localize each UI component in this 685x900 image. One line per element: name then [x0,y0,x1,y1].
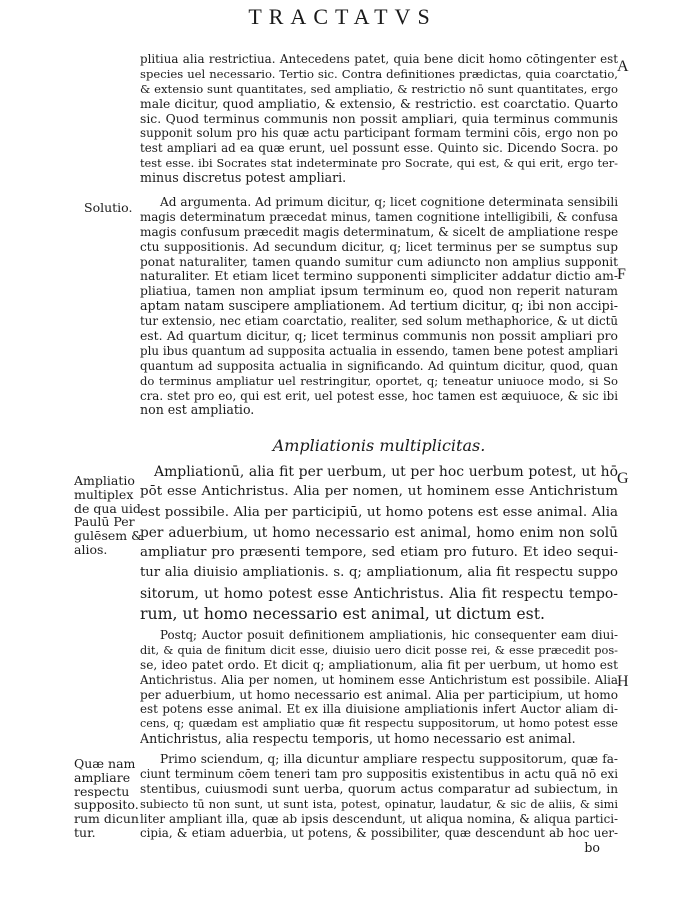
text-line: per aduerbium, ut homo necessario est animal, homo enim non solū [140,524,618,541]
text-line: est possibile. Alia per participiū, ut homo potens est esse animal. Alia [140,504,618,520]
text-line: test ampliari ad ea quæ erunt, uel possunt esse. Quinto sic. Dicendo Socra. po [140,141,618,156]
text-line: & extensio sunt quantitates, sed ampliatio, & restrictio nō sunt quantitates, ergo [140,81,618,96]
running-head: TRACTATVS [248,4,437,29]
side-note-quae-nam [74,757,139,840]
margin-letter-h: H [617,673,629,690]
side-note-line: Solutio. [84,201,133,215]
text-line: Antichristus. Alia per nomen, ut hominem esse Antichristum est possibile. Alia [140,672,618,687]
margin-letter-f: F [617,266,626,283]
text-line: plitiua alia restrictiua. Antecedens patet, quia bene dicit homo cōtingenter est [140,52,618,66]
text-line: supponit solum pro his quæ actu participant formam termini cōis, ergo non po [140,126,618,141]
side-note-line: de qua uid [74,501,141,516]
paragraph-solutio [140,195,618,418]
text-line: ampliatur pro præsenti tempore, sed etiam pro futuro. Et ideo sequi- [140,545,618,561]
side-note-line: Quæ nam [74,757,136,771]
side-note-ampliatio [74,474,142,557]
text-line: Ampliationū, alia fit per uerbum, ut per hoc uerbum potest, ut hō [154,464,618,480]
paragraph-text-auctoris [140,462,618,624]
text-line: sitorum, ut homo potest esse Antichristus. Alia fit respectu tempo- [140,585,618,602]
text-line: magis determinatum præcedat minus, tamen cognitione intelligibili, & confusa [140,209,618,224]
text-line: cra. stet pro eo, qui est erit, uel potest esse, hoc tamen est æquiuoce, & sic ibi [140,388,618,403]
text-line: cens, q; quædam est ampliatio quæ fit respectu suppositorum, ut homo potest esse [140,717,618,731]
text-line: stentibus, cuiusmodi sunt uerba, quorum actus comparatur ad subiectum, in [140,781,618,796]
text-line: aptam natam suscipere ampliationem. Ad tertium dicitur, q; ibi non accipi- [140,299,618,314]
section-subtitle: Ampliationis multiplicitas. [272,436,486,455]
text-line: do terminus ampliatur uel restringitur, oportet, q; teneatur uniuoce modo, si So [140,373,618,388]
text-line: dit, & quia de finitum dicit esse, diuisio uero dicit posse rei, & esse præcedit pos- [140,642,618,657]
text-line: pliatiua, tamen non ampliat ipsum terminum eo, quod non reperit naturam [140,284,618,299]
text-line: Postq; Auctor posuit definitionem ampliationis, hic consequenter eam diui- [160,628,618,642]
side-note-line: respectu [74,784,130,799]
side-note-line: Ampliatio [74,474,135,488]
side-note-line: gulēsem & [74,529,143,543]
text-line: tur alia diuisio ampliationis. s. q; ampliationum, alia fit respectu suppo [140,565,618,581]
text-line: non est ampliatio. [140,403,255,418]
text-line: pōt esse Antichristus. Alia per nomen, ut hominem esse Antichristum [140,484,618,500]
text-line: naturaliter. Et etiam licet termino supponenti simpliciter addatur dictio am- [140,269,618,284]
side-note-line: Paulū Per [74,515,135,530]
side-note-line: ampliare [74,770,131,785]
text-line: subiecto tū non sunt, ut sunt ista, potest, opinatur, laudatur, & sic de aliis, & simi [140,796,618,811]
text-line: male dicitur, quod ampliatio, & extensio, & restrictio. est coarctatio. Quarto [140,96,618,111]
side-note-line: tur. [74,825,96,840]
side-note-line: alios. [74,542,108,557]
text-line: ctu suppositionis. Ad secundum dicitur, q; licet terminus per se sumptus sup [140,239,618,254]
side-note-line: supposito. [74,798,139,813]
text-line: tur extensio, nec etiam coarctatio, realiter, sed solum methaphorice, & ut dictū [140,314,618,329]
text-line: ponat naturaliter, tamen quando sumitur cum adiuncto non amplius supponit [140,254,618,269]
text-line: rum, ut homo necessario est animal, ut dictum est. [140,604,546,624]
side-note-line: rum dicun [74,812,139,826]
catchword: bo [584,841,600,856]
margin-letter-a: A [617,58,629,75]
text-line: Antichristus, alia respectu temporis, ut homo necessario est animal. [140,732,576,747]
paragraph-commentary [140,628,618,747]
text-line: test esse. ibi Socrates stat indeterminate pro Socrate, qui est, & qui erit, ergo ter- [140,156,618,171]
text-line: per aduerbium, ut homo necessario est animal. Alia per participium, ut homo [140,687,618,702]
text-line: minus discretus potest ampliari. [140,171,347,186]
margin-letter-g: G [617,470,629,487]
side-note-line: multiplex [74,487,134,502]
text-line: est. Ad quartum dicitur, q; licet terminus communis non possit ampliari pro [140,329,618,344]
text-line: liter ampliant illa, quæ ab ipsis descendunt, ut aliqua nomina, & aliqua partici- [140,811,618,826]
text-line: ciunt terminum cōem teneri tam pro suppositis existentibus in actu quā nō exi [140,766,618,781]
text-line: Primo sciendum, q; illa dicuntur ampliare respectu suppositorum, quæ fa- [160,752,618,766]
paragraph-objections [140,52,618,186]
text-line: plu ibus quantum ad supposita actualia in essendo, tamen bene potest ampliari [140,343,618,358]
text-line: est potens esse animal. Et ex illa diuisione ampliationis infert Auctor aliam di- [140,702,618,717]
text-line: cipia, & etiam aduerbia, ut potens, & possibiliter, quæ descendunt ab hoc uer- [140,826,618,841]
text-line: Ad argumenta. Ad primum dicitur, q; licet cognitione determinata sensibili [160,195,618,209]
paragraph-primo-sciendum [140,752,618,856]
text-line: species uel necessario. Tertio sic. Contra definitiones prædictas, quia coarctatio, [140,66,618,81]
text-line: sic. Quod terminus communis non possit ampliari, quia terminus communis [140,111,618,126]
side-note-solutio [84,201,132,215]
text-line: se, ideo patet ordo. Et dicit q; ampliationum, alia fit per uerbum, ut homo est [140,657,618,672]
text-line: magis confusum præcedit magis determinatum, & sicelt de ampliatione respe [140,224,618,239]
text-line: quantum ad supposita actualia in significando. Ad quintum dicitur, quod, quan [140,358,618,373]
